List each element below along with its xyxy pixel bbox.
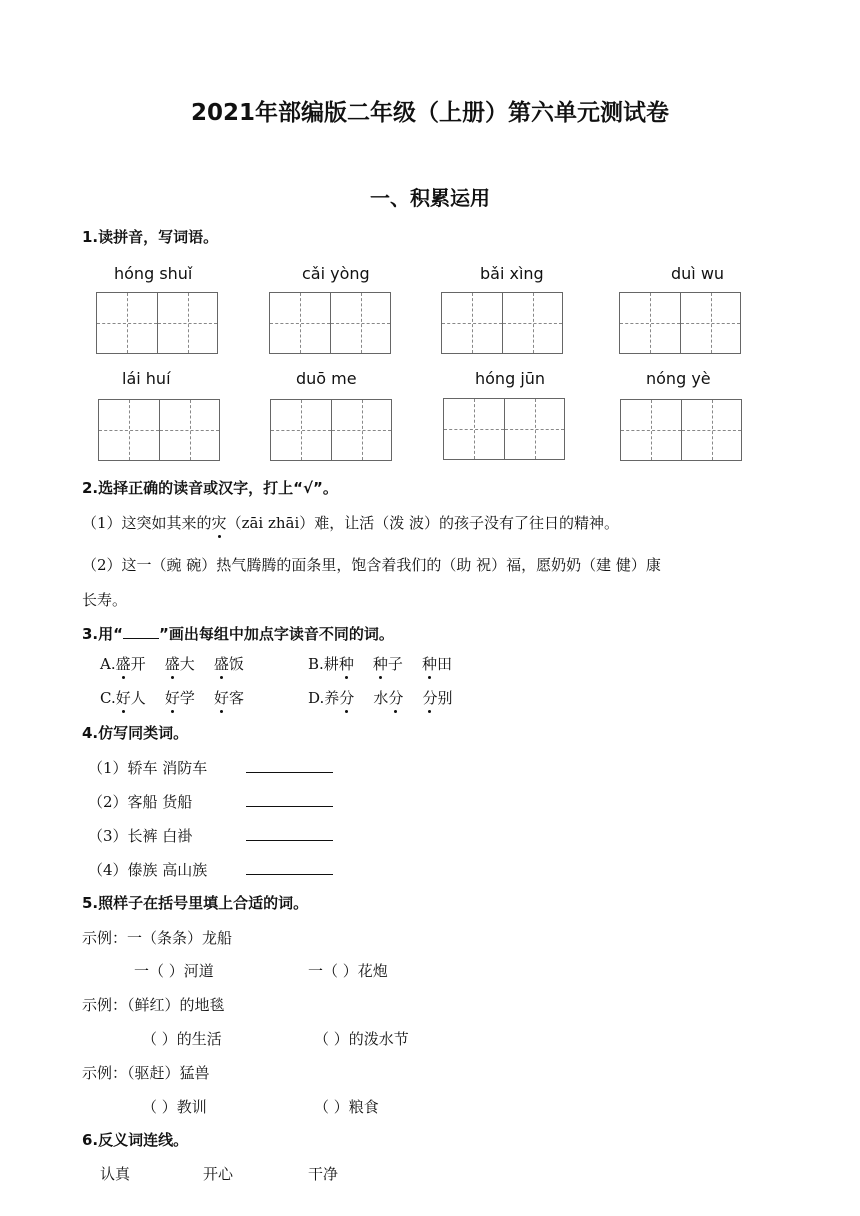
- pinyin-label: cǎi yòng: [302, 264, 370, 283]
- answer-blank[interactable]: [246, 840, 333, 841]
- pinyin-label: duō me: [296, 369, 357, 388]
- pinyin-label: nóng yè: [646, 369, 711, 388]
- writing-grid[interactable]: [98, 399, 220, 461]
- answer-blank[interactable]: [246, 874, 333, 875]
- q2-line-3: 长寿。: [82, 591, 128, 609]
- underline-sample: [123, 626, 159, 639]
- q2-line-1: （1）这突如其来的灾（zāi zhāi）难，让活（泼 波）的孩子没有了往日的精神。: [82, 514, 620, 532]
- q5-example: 示例：（鲜红）的地毯: [82, 996, 225, 1014]
- writing-grid[interactable]: [269, 292, 391, 354]
- q5-fill-item[interactable]: （ ）的生活: [142, 1030, 222, 1048]
- page-title: 2021年部编版二年级（上册）第六单元测试卷: [190, 100, 669, 126]
- q2-line-2: （2）这一（豌 碗）热气腾腾的面条里，饱含着我们的（助 祝）福，愿奶奶（建 健）康: [82, 556, 661, 574]
- q3-heading: 3.用“ ”画出每组中加点字读音不同的词。: [82, 625, 394, 643]
- q3-group-b: B.耕种 种子 种田: [308, 655, 453, 673]
- q6-heading: 6.反义词连线。: [82, 1131, 189, 1149]
- pinyin-label: lái huí: [122, 369, 171, 388]
- pinyin-label: hóng shuǐ: [114, 264, 193, 283]
- q5-fill-item[interactable]: 一（ ）花炮: [308, 962, 388, 980]
- writing-grid[interactable]: [441, 292, 563, 354]
- q2-heading: 2.选择正确的读音或汉字，打上“√”。: [82, 479, 338, 497]
- answer-blank[interactable]: [246, 772, 333, 773]
- section-heading: 一、积累运用: [370, 186, 490, 210]
- q1-heading: 1.读拼音，写词语。: [82, 228, 219, 246]
- q5-fill-item[interactable]: （ ）的泼水节: [314, 1030, 409, 1048]
- q4-heading: 4.仿写同类词。: [82, 724, 189, 742]
- q4-line: （3）长裤 白褂: [88, 827, 193, 845]
- q4-line: （2）客船 货船: [88, 793, 193, 811]
- writing-grid[interactable]: [443, 398, 565, 460]
- q5-heading: 5.照样子在括号里填上合适的词。: [82, 894, 309, 912]
- q3-group-d: D.养分 水分 分别: [308, 689, 453, 707]
- q5-fill-item[interactable]: （ ）粮食: [314, 1098, 379, 1116]
- antonym-word[interactable]: 开心: [203, 1165, 234, 1183]
- q5-fill-item[interactable]: 一（ ）河道: [134, 962, 214, 980]
- q3-group-c: C.好人 好学 好客: [100, 689, 244, 707]
- q3-group-a: A.盛开 盛大 盛饭: [100, 655, 244, 673]
- q4-line: （4）傣族 高山族: [88, 861, 208, 879]
- q5-fill-item[interactable]: （ ）教训: [142, 1098, 207, 1116]
- q5-example: 示例：一（条条）龙船: [82, 929, 233, 947]
- pinyin-label: bǎi xìng: [480, 264, 544, 283]
- writing-grid[interactable]: [619, 292, 741, 354]
- q5-example: 示例：（驱赶）猛兽: [82, 1064, 210, 1082]
- writing-grid[interactable]: [620, 399, 742, 461]
- pinyin-label: duì wu: [671, 264, 725, 283]
- writing-grid[interactable]: [270, 399, 392, 461]
- antonym-word[interactable]: 认真: [100, 1165, 131, 1183]
- answer-blank[interactable]: [246, 806, 333, 807]
- antonym-word[interactable]: 干净: [308, 1165, 339, 1183]
- pinyin-label: hóng jūn: [475, 369, 546, 388]
- writing-grid[interactable]: [96, 292, 218, 354]
- q4-line: （1）轿车 消防车: [88, 759, 208, 777]
